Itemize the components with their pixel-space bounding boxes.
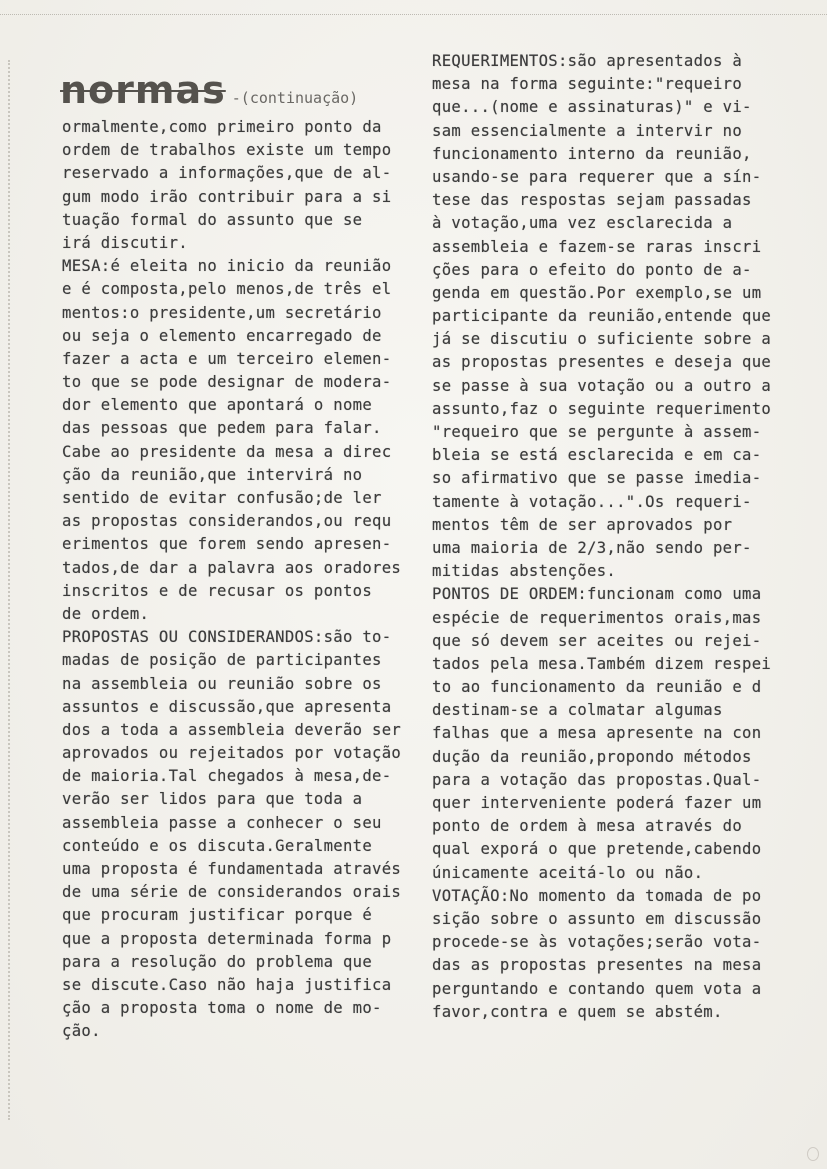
left-text-column — [62, 116, 412, 1044]
text-line: de maioria.Tal chegados à mesa,de- — [62, 767, 392, 786]
text-line: mitidas abstenções. — [432, 562, 617, 581]
text-line: to ao funcionamento da reunião e d — [432, 678, 762, 697]
text-line: uma maioria de 2/3,não sendo per- — [432, 538, 752, 557]
text-line: dos a toda a assembleia deverão ser — [62, 720, 402, 739]
text-line: irá discutir. — [62, 233, 188, 252]
text-line: uma proposta é fundamentada através — [62, 860, 402, 878]
page-left-edge — [8, 60, 16, 1120]
text-line: mentos têm de ser aprovados por — [432, 515, 733, 534]
text-line: as propostas considerandos,ou requ — [62, 512, 392, 531]
text-line: mesa na forma seguinte:"requeiro — [432, 75, 743, 94]
text-line: ção. — [62, 1022, 101, 1041]
text-line: erimentos que forem sendo apresen- — [62, 535, 392, 554]
text-line: ou seja o elemento encarregado de — [62, 326, 382, 345]
text-line: e é composta,pelo menos,de três el — [62, 280, 392, 299]
text-line: que a proposta determinada forma p — [62, 929, 392, 948]
section-propostas-line: PROPOSTAS OU CONSIDERANDOS:são to- — [62, 628, 392, 647]
page-corner-mark — [807, 1147, 819, 1161]
page-top-edge — [0, 0, 827, 15]
text-line: assunto,faz o seguinte requerimento — [432, 399, 772, 418]
text-line: das pessoas que pedem para falar. — [62, 419, 382, 438]
text-line: se passe à sua votação ou a outro a — [432, 376, 772, 395]
text-line: assembleia passe a conhecer o seu — [62, 813, 382, 832]
text-line: procede-se às votações;serão vota- — [432, 933, 762, 952]
text-line: assembleia e fazem-se raras inscri — [432, 237, 762, 256]
text-line: ções para o efeito do ponto de a- — [432, 260, 752, 279]
text-line: funcionamento interno da reunião, — [432, 144, 752, 163]
text-line: espécie de requerimentos orais,mas — [432, 608, 762, 627]
text-line: fazer a acta e um terceiro elemen- — [62, 349, 392, 368]
heading-title: normas — [60, 68, 226, 112]
text-line: ponto de ordem à mesa através do — [432, 817, 743, 836]
text-line: que...(nome e assinaturas)" e vi- — [432, 98, 752, 117]
text-line: bleia se está esclarecida e em ca- — [432, 446, 762, 465]
text-line: participante da reunião,entende que — [432, 307, 772, 326]
text-line: gum modo irão contribuir para a si — [62, 187, 392, 206]
text-line: destinam-se a colmatar algumas — [432, 701, 723, 720]
text-line: madas de posição de participantes — [62, 651, 382, 670]
text-line: para a resolução do problema que — [62, 952, 373, 971]
text-line: ção da reunião,que intervirá no — [62, 465, 363, 484]
text-line: "requeiro que se pergunte à assem- — [432, 423, 762, 441]
text-line: de uma série de considerandos orais — [62, 883, 402, 902]
text-line: se discute.Caso não haja justifica — [62, 975, 392, 994]
text-line: favor,contra e quem se abstém. — [432, 1002, 723, 1021]
text-line: quer interveniente poderá fazer um — [432, 794, 762, 812]
text-line: sentido de evitar confusão;de ler — [62, 489, 382, 507]
text-line: inscritos e de recusar os pontos — [62, 581, 373, 600]
text-line: falhas que a mesa apresente na con — [432, 724, 762, 743]
text-line: genda em questão.Por exemplo,se um — [432, 283, 762, 302]
text-line: dução da reunião,propondo métodos — [432, 747, 752, 766]
text-line: to que se pode designar de modera- — [62, 373, 392, 392]
heading-continuation: -(continuação) — [231, 89, 359, 107]
text-line: dor elemento que apontará o nome — [62, 396, 373, 415]
text-line: perguntando e contando quem vota a — [432, 979, 762, 998]
text-line: de ordem. — [62, 604, 150, 623]
text-line: das as propostas presentes na mesa — [432, 956, 762, 975]
text-line: ção a proposta toma o nome de mo- — [62, 999, 382, 1018]
text-line: verão ser lidos para que toda a — [62, 790, 363, 809]
text-line: tados pela mesa.Também dizem respei — [432, 654, 772, 673]
section-mesa-line: MESA:é eleita no inicio da reunião — [62, 257, 392, 276]
text-line: Cabe ao presidente da mesa a direc — [62, 442, 392, 461]
section-votacao-line: VOTAÇÃO:No momento da tomada de po — [432, 886, 762, 905]
text-line: sição sobre o assunto em discussão — [432, 909, 762, 928]
text-line: ordem de trabalhos existe um tempo — [62, 141, 392, 160]
text-line: so afirmativo que se passe imedia- — [432, 469, 762, 488]
right-text-column — [432, 50, 792, 1024]
text-line: para a votação das propostas.Qual- — [432, 770, 762, 789]
text-line: mentos:o presidente,um secretário — [62, 303, 382, 322]
text-line: tamente à votação...".Os requeri- — [432, 492, 752, 511]
text-line: qual exporá o que pretende,cabendo — [432, 840, 762, 859]
text-line: únicamente aceitá-lo ou não. — [432, 863, 704, 882]
text-line: que só devem ser aceites ou rejei- — [432, 631, 762, 650]
text-line: à votação,uma vez esclarecida a — [432, 214, 733, 233]
text-line: já se discutiu o suficiente sobre a — [432, 330, 772, 349]
text-line: reservado a informações,que de al- — [62, 164, 392, 183]
text-line: tados,de dar a palavra aos oradores — [62, 558, 402, 577]
text-line: as propostas presentes e deseja que — [432, 353, 772, 372]
document-heading — [60, 68, 358, 112]
text-line: ormalmente,como primeiro ponto da — [62, 118, 382, 136]
section-pontos-de-ordem-line: PONTOS DE ORDEM:funcionam como uma — [432, 585, 762, 604]
text-line: assuntos e discussão,que apresenta — [62, 697, 392, 716]
text-line: que procuram justificar porque é — [62, 906, 373, 925]
text-line: tese das respostas sejam passadas — [432, 191, 752, 210]
text-line: aprovados ou rejeitados por votação — [62, 744, 402, 763]
text-line: conteúdo e os discuta.Geralmente — [62, 836, 373, 855]
text-line: usando-se para requerer que a sín- — [432, 167, 762, 186]
text-line: tuação formal do assunto que se — [62, 210, 363, 229]
section-requerimentos-line: REQUERIMENTOS:são apresentados à — [432, 52, 743, 70]
text-line: na assembleia ou reunião sobre os — [62, 674, 382, 693]
text-line: sam essencialmente a intervir no — [432, 121, 743, 140]
